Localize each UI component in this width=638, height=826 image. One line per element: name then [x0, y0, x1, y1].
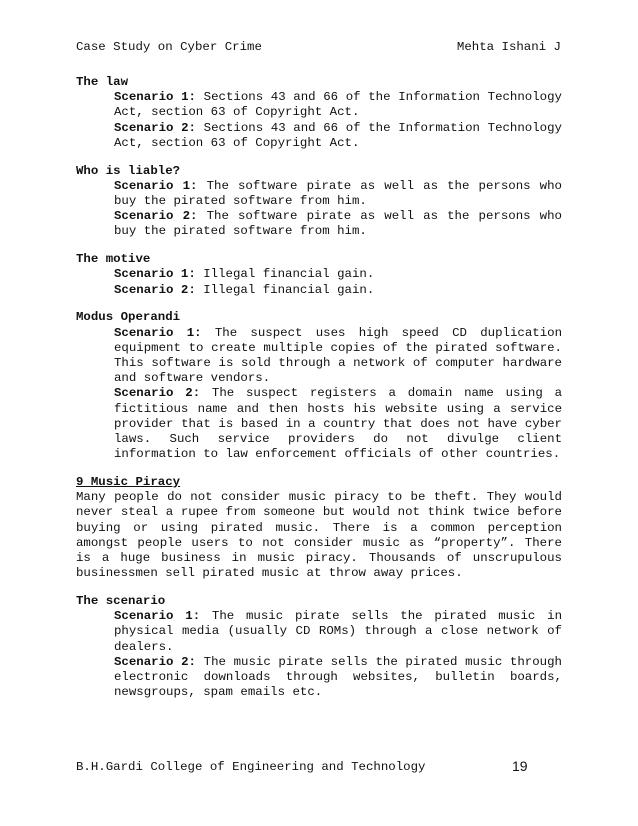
scenario-text: Sections 43 and 66 of the Information Technology Act, section 63 of Copyright Act. — [114, 90, 562, 120]
scenario-text: The music pirate sells the pirated music in physical media (usually CD ROMs) through a close network of dealers. — [114, 609, 563, 654]
scenario-label: Scenario 2: — [114, 386, 201, 401]
scenario-text: The software pirate as well as the persons who buy the pirated software from him. — [114, 178, 562, 209]
scenario-label: Scenario 2: — [114, 120, 196, 135]
scenario-label: Scenario 1: — [114, 178, 198, 193]
scenario-text: Illegal financial gain. — [203, 267, 375, 282]
section-who-is-liable — [76, 164, 562, 240]
section-heading: The scenario — [76, 594, 166, 609]
section-the-scenario — [76, 594, 562, 700]
page-number: 19 — [512, 758, 528, 774]
page-content — [76, 75, 562, 713]
scenario-label: Scenario 2: — [114, 282, 196, 297]
music-piracy-paragraph: Many people do not consider music piracy to be theft. They would never steal a rupee from someone but would not think twice before buying or using pirated music. There is a common perception amongst people users to not consider music as “property”. There is a huge business in music piracy. Thousands of unscrupulous businessmen sell pirated music at throw away prices. — [76, 490, 562, 581]
scenario-item — [76, 655, 562, 701]
scenario-label: Scenario 1: — [114, 609, 201, 624]
scenario-text: Illegal financial gain. — [203, 282, 375, 297]
section-heading: 9 Music Piracy — [76, 475, 181, 490]
section-heading: The motive — [76, 252, 151, 267]
section-modus-operandi — [76, 310, 562, 462]
header-title: Case Study on Cyber Crime — [76, 40, 262, 54]
scenario-text: Sections 43 and 66 of the Information Technology Act, section 63 of Copyright Act. — [114, 120, 562, 150]
scenario-item — [76, 209, 562, 239]
scenario-text: The software pirate as well as the persons who buy the pirated software from him. — [114, 209, 562, 239]
scenario-label: Scenario 1: — [114, 325, 202, 340]
section-heading: The law — [76, 75, 129, 89]
section-heading: Modus Operandi — [76, 310, 181, 325]
header-author: Mehta Ishani J — [456, 40, 561, 54]
scenario-item — [76, 283, 562, 298]
scenario-item — [76, 179, 562, 209]
scenario-item — [76, 326, 562, 387]
scenario-text: The suspect uses high speed CD duplication equipment to create multiple copies of the pirated software. This software is sold through a network of computer hardware and software vendors. — [114, 325, 563, 386]
scenario-item — [76, 609, 562, 655]
scenario-item — [76, 90, 562, 120]
scenario-text: The suspect registers a domain name using a fictitious name and then hosts his website using a service provider that is based in a country that does not have cyber laws. Such service providers do not divulge client information to law enforcement officials of other countries. — [114, 386, 563, 462]
section-the-law — [76, 75, 562, 151]
section-music-piracy — [76, 475, 562, 581]
scenario-label: Scenario 1: — [114, 267, 196, 282]
scenario-label: Scenario 1: — [114, 90, 196, 105]
section-heading: Who is liable? — [76, 163, 181, 178]
section-the-motive — [76, 252, 562, 298]
footer-institution: B.H.Gardi College of Engineering and Technology — [76, 760, 426, 774]
scenario-item — [76, 267, 562, 282]
scenario-item — [76, 386, 562, 462]
scenario-label: Scenario 2: — [114, 654, 196, 669]
scenario-item — [76, 121, 562, 151]
scenario-text: The music pirate sells the pirated music through electronic downloads through websites, bulletin boards, newsgroups, spam emails etc. — [114, 654, 562, 700]
scenario-label: Scenario 2: — [114, 209, 198, 224]
